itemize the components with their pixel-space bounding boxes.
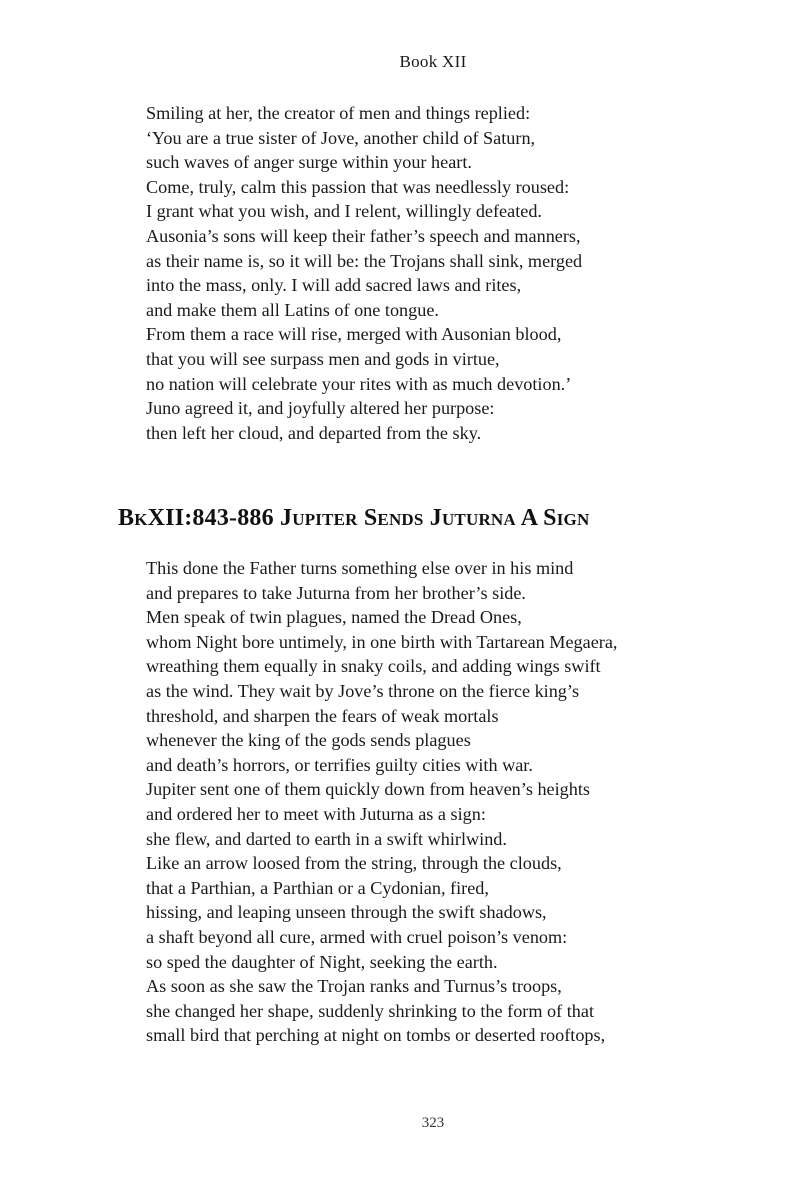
verse-line: Jupiter sent one of them quickly down from heaven’s heights — [146, 779, 590, 800]
verse-line: As soon as she saw the Trojan ranks and Turnus’s troops, — [146, 976, 562, 997]
verse-line: Smiling at her, the creator of men and things replied: — [146, 103, 531, 123]
verse-line: Ausonia’s sons will keep their father’s speech and manners, — [146, 225, 581, 246]
verse-line: she flew, and darted to earth in a swift whirlwind. — [146, 828, 507, 849]
verse-line: Juno agreed it, and joyfully altered her purpose: — [146, 398, 495, 419]
verse-line: Come, truly, calm this passion that was needlessly roused: — [146, 176, 570, 197]
page-number: 323 — [421, 1115, 445, 1131]
verse-line: small bird that perching at night on tombs or deserted rooftops, — [146, 1025, 606, 1046]
verse-line: whenever the king of the gods sends plagues — [146, 730, 471, 751]
verse-line: wreathing them equally in snaky coils, and adding wings swift — [146, 656, 601, 677]
verse-line: Like an arrow loosed from the string, through the clouds, — [146, 853, 562, 874]
verse-line: that you will see surpass men and gods in virtue, — [146, 348, 500, 369]
verse-passage-1 — [146, 101, 582, 445]
verse-line: such waves of anger surge within your heart. — [146, 152, 472, 173]
verse-line: as their name is, so it will be: the Trojans shall sink, merged — [146, 250, 583, 271]
section-heading: BkXII:843-886 Jupiter Sends Juturna A Sign — [118, 505, 590, 531]
verse-line: hissing, and leaping unseen through the swift shadows, — [146, 902, 547, 923]
verse-line: ‘You are a true sister of Jove, another child of Saturn, — [146, 127, 536, 148]
verse-line: and death’s horrors, or terrifies guilty cities with war. — [146, 754, 533, 775]
verse-line: no nation will celebrate your rites with as much devotion.’ — [146, 373, 572, 394]
verse-passage-2 — [146, 556, 617, 1048]
verse-line: as the wind. They wait by Jove’s throne on the fierce king’s — [146, 680, 580, 701]
verse-line: I grant what you wish, and I relent, willingly defeated. — [146, 201, 542, 222]
verse-line: and prepares to take Juturna from her brother’s side. — [146, 582, 526, 603]
verse-line: she changed her shape, suddenly shrinking to the form of that — [146, 1000, 595, 1021]
verse-line: that a Parthian, a Parthian or a Cydonian, fired, — [146, 877, 489, 898]
verse-line: threshold, and sharpen the fears of weak mortals — [146, 705, 499, 726]
verse-line: then left her cloud, and departed from the sky. — [146, 422, 482, 443]
verse-line: a shaft beyond all cure, armed with cruel poison’s venom: — [146, 926, 568, 947]
verse-line: and make them all Latins of one tongue. — [146, 299, 439, 320]
verse-line: This done the Father turns something else over in his mind — [146, 558, 574, 578]
verse-line: whom Night bore untimely, in one birth with Tartarean Megaera, — [146, 631, 618, 652]
verse-line: From them a race will rise, merged with Ausonian blood, — [146, 324, 562, 345]
verse-line: so sped the daughter of Night, seeking the earth. — [146, 951, 498, 972]
running-head: Book XII — [399, 52, 467, 71]
verse-line: Men speak of twin plagues, named the Dread Ones, — [146, 607, 522, 628]
verse-line: and ordered her to meet with Juturna as a sign: — [146, 803, 486, 824]
verse-line: into the mass, only. I will add sacred laws and rites, — [146, 275, 522, 296]
